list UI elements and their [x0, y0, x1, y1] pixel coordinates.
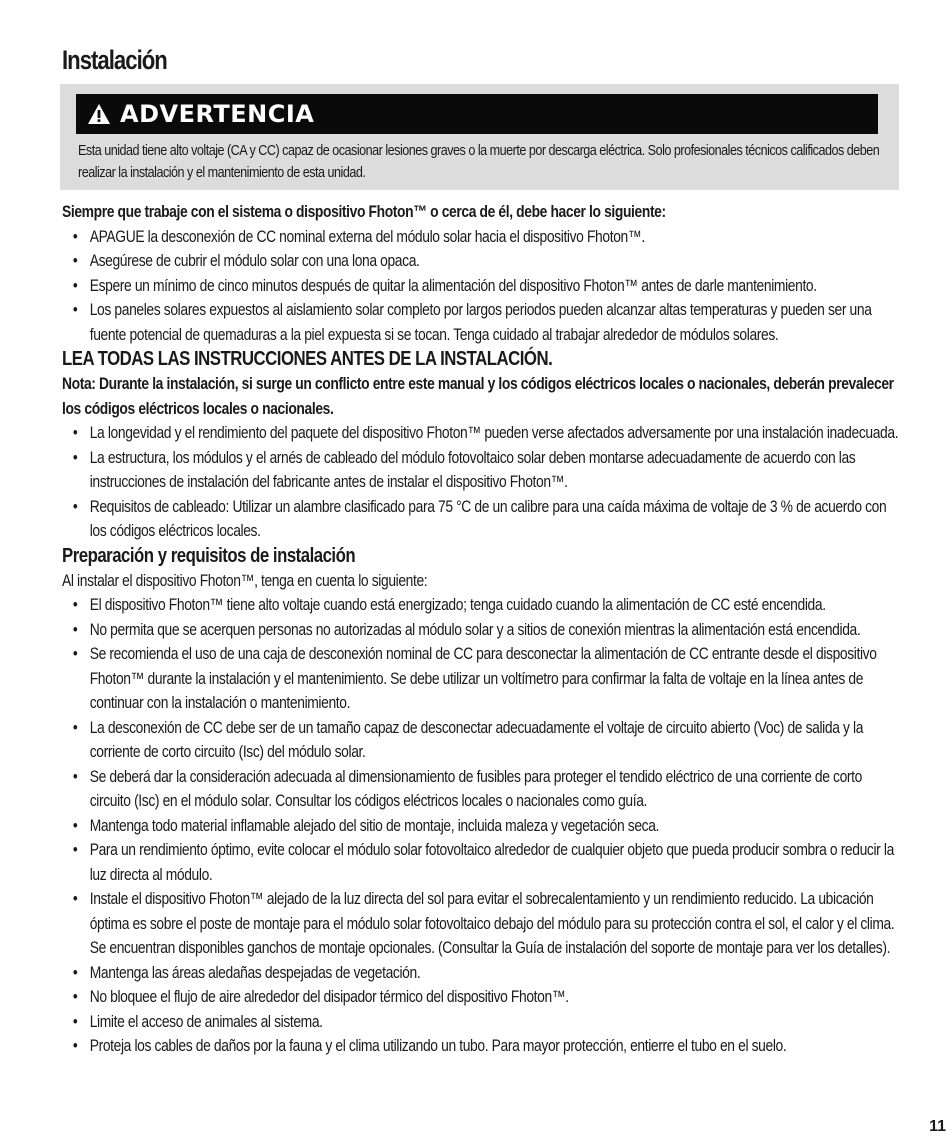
list-item: • Mantenga las áreas aledañas despejadas de vegetación. [72, 963, 421, 982]
page-content [62, 40, 902, 1055]
safety-intro: Siempre que trabaje con el sistema o dispositivo Fhoton™ o cerca de él, debe hacer lo siguiente: [62, 203, 666, 221]
list-item: • Proteja los cables de daños por la fauna y el clima utilizando un tubo. Para mayor protección, entierre el tubo en el suelo. [72, 1037, 787, 1055]
preparation-heading: Preparación y requisitos de instalación [62, 544, 356, 567]
warning-banner [76, 94, 878, 134]
list-item: • Mantenga todo material inflamable alejado del sitio de montaje, incluida maleza y vegetación seca. [72, 816, 660, 835]
list-item: • No bloquee el flujo de aire alrededor del disipador térmico del dispositivo Fhoton™. [72, 988, 569, 1006]
list-item: • La desconexión de CC debe ser de un tamaño capaz de desconectar adecuadamente el voltaje de circuito abierto (Voc) de salida y la corriente de corto circuito (Isc) del módulo solar. [72, 718, 864, 761]
list-item: • Espere un mínimo de cinco minutos después de quitar la alimentación del dispositivo Fhoton™ antes de darle mantenimiento. [72, 276, 817, 295]
list-item: • Se deberá dar la consideración adecuada al dimensionamiento de fusibles para proteger el tendido eléctrico de una corriente de corto circuito (Isc) en el módulo solar. Consultar los códigos eléctricos locales o nacionales como guía. [72, 767, 862, 810]
list-item: • Requisitos de cableado: Utilizar un alambre clasificado para 75 °C de un calibre para una caída máxima de voltaje de 3 % de acuerdo con los códigos eléctricos locales. [72, 497, 887, 540]
list-item: • No permita que se acerquen personas no autorizadas al módulo solar y a sitios de conexión mientras la alimentación está encendida. [72, 620, 861, 639]
list-item: • Limite el acceso de animales al sistema. [72, 1012, 323, 1031]
instructions-list [62, 421, 902, 544]
warning-triangle-icon [84, 99, 114, 129]
list-item: • Los paneles solares expuestos al aislamiento solar completo por largos periodos pueden alcanzar altas temperaturas y pueden ser una fuente potencial de quemaduras a la piel expuesta si se tocan. Tenga cuidado al trabajar alrededor de módulos solares. [72, 301, 872, 344]
warning-text: Esta unidad tiene alto voltaje (CA y CC) capaz de ocasionar lesiones graves o la muerte por descarga eléctrica. Solo profesionales técnicos calificados deben realizar la instalación y el mantenimiento de esta unidad. [78, 142, 880, 181]
list-item: • Instale el dispositivo Fhoton™ alejado de la luz directa del sol para evitar el sobrecalentamiento y un rendimiento reducido. La ubicación óptima es sobre el poste de montaje para el módulo solar fotovoltaico debajo del módulo para su protección contra el sol, el calor y el clima. Se encuentran disponibles ganchos de montaje opcionales. (Consultar la Guía de instalación del soporte de montaje para ver los detalles). [72, 890, 895, 957]
list-item: • Asegúrese de cubrir el módulo solar con una lona opaca. [72, 252, 420, 270]
warning-box [60, 84, 899, 190]
page-number: 11 [929, 1118, 946, 1135]
list-item: • La longevidad y el rendimiento del paquete del dispositivo Fhoton™ pueden verse afectados adversamente por una instalación inadecuada. [72, 424, 899, 442]
instructions-heading: LEA TODAS LAS INSTRUCCIONES ANTES DE LA INSTALACIÓN. [62, 348, 553, 370]
list-item: • APAGUE la desconexión de CC nominal externa del módulo solar hacia el dispositivo Fhoton™. [72, 227, 645, 246]
preparation-list [62, 593, 902, 1059]
preparation-intro: Al instalar el dispositivo Fhoton™, tenga en cuenta lo siguiente: [62, 571, 428, 590]
main-content [62, 200, 902, 1059]
condensed-text-block [62, 200, 902, 1059]
list-item: • Se recomienda el uso de una caja de desconexión nominal de CC para desconectar la alimentación de CC entrante desde el dispositivo Fhoton™ durante la instalación y el mantenimiento. Se debe utilizar un voltímetro para confirmar la falta de voltaje en la línea antes de continuar con la instalación o mantenimiento. [72, 645, 877, 712]
safety-list [62, 225, 902, 348]
list-item: • El dispositivo Fhoton™ tiene alto voltaje cuando está energizado; tenga cuidado cuando la alimentación de CC esté encendida. [72, 596, 826, 614]
instructions-note: Nota: Durante la instalación, si surge un conflicto entre este manual y los códigos eléctricos locales o nacionales, deberán prevalecer los códigos eléctricos locales o nacionales. [62, 375, 894, 418]
page-title: Instalación [62, 45, 167, 75]
list-item: • La estructura, los módulos y el arnés de cableado del módulo fotovoltaico solar deben montarse adecuadamente de acuerdo con las instrucciones de instalación del fabricante antes de instalar el dispositivo Fhoton™. [72, 448, 856, 491]
warning-label: ADVERTENCIA [120, 100, 315, 128]
list-item: • Para un rendimiento óptimo, evite colocar el módulo solar fotovoltaico alrededor de cualquier objeto que pueda producir sombra o reducir la luz directa al módulo. [72, 841, 894, 884]
